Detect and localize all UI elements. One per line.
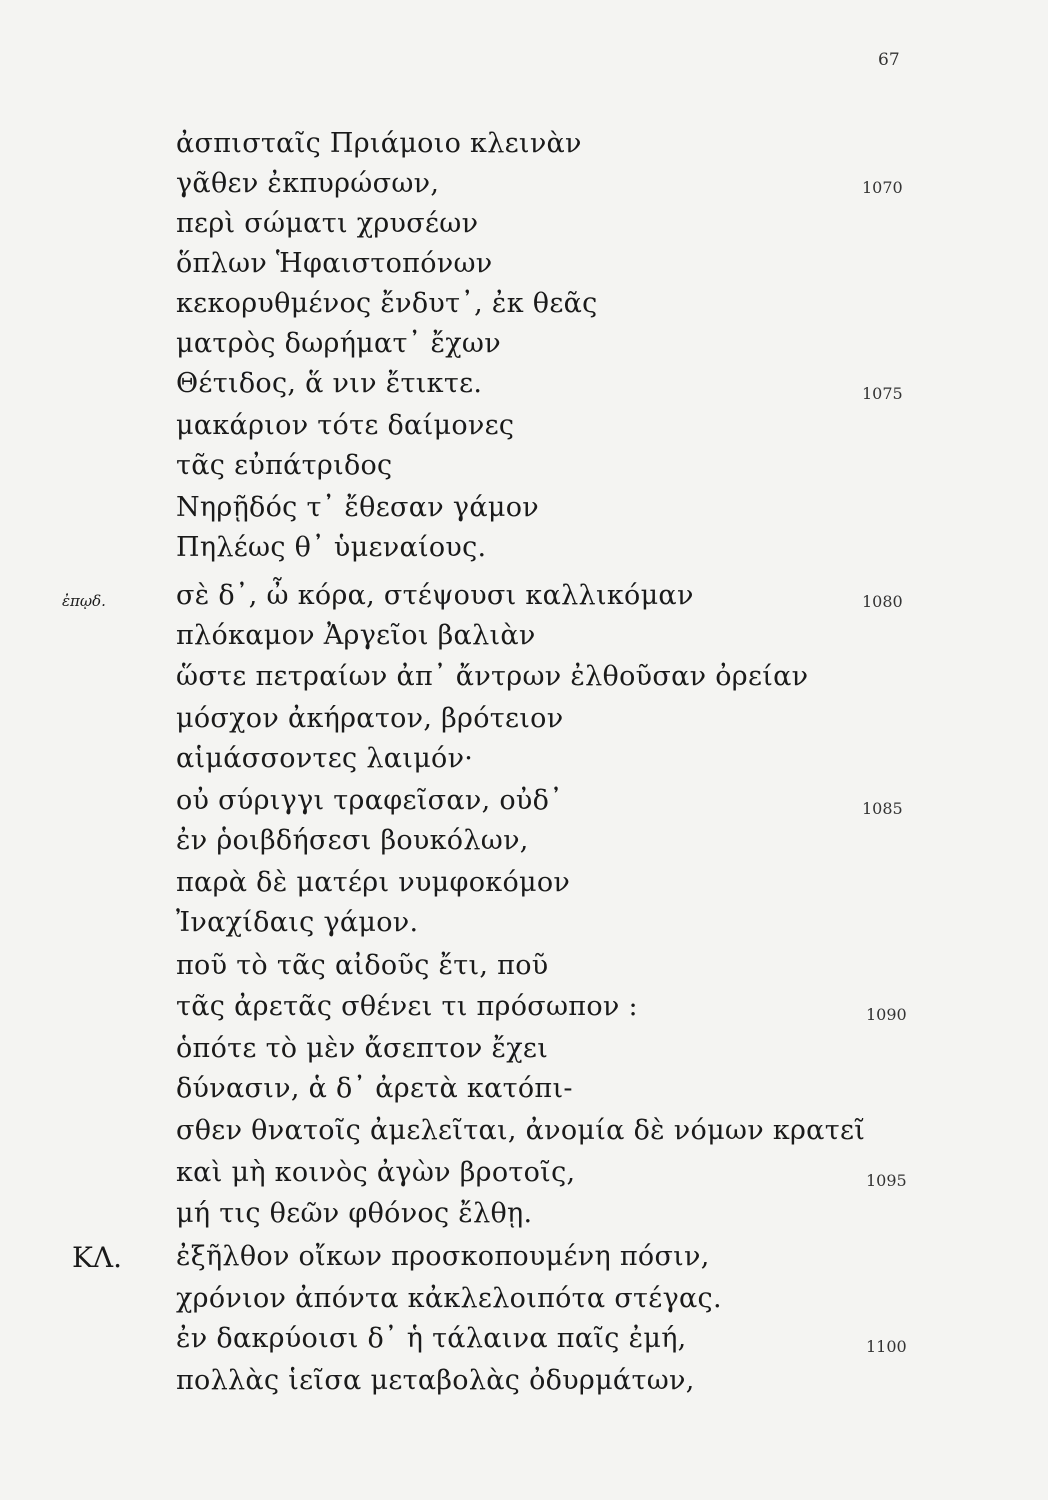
line-number: 1090 [866, 1005, 907, 1024]
verse-line: τᾶς εὐπάτριδος [176, 450, 393, 481]
verse-line: τᾶς ἀρετᾶς σθένει τι πρόσωπον : [176, 991, 638, 1022]
page-number: 67 [878, 50, 900, 70]
line-number: 1075 [862, 384, 903, 403]
verse-line: αἱμάσσοντες λαιμόν· [176, 743, 474, 774]
verse-line: ὥστε πετραίων ἀπ᾽ ἄντρων ἐλθοῦσαν ὀρείαν [176, 661, 809, 692]
verse-line: Νηρῇδός τ᾽ ἔθεσαν γάμον [176, 492, 539, 523]
verse-line: ἐν δακρύοισι δ᾽ ἡ τάλαινα παῖς ἐμή, [176, 1323, 687, 1354]
verse-line: μόσχον ἀκήρατον, βρότειον [176, 703, 564, 734]
section-label: ἐπῳδ. [62, 592, 106, 610]
verse-line: σθεν θνατοῖς ἀμελεῖται, ἀνομία δὲ νόμων κρατεῖ [176, 1115, 866, 1146]
line-number: 1070 [862, 178, 903, 197]
verse-line: παρὰ δὲ ματέρι νυμφοκόμον [176, 867, 571, 898]
verse-line: μή τις θεῶν φθόνος ἔλθῃ. [176, 1198, 533, 1229]
verse-line: πλόκαμον Ἀργεῖοι βαλιὰν [176, 620, 536, 651]
verse-line: δύνασιν, ἁ δ᾽ ἀρετὰ κατόπι- [176, 1073, 573, 1104]
speaker-label: ΚΛ. [72, 1241, 123, 1274]
verse-line: περὶ σώματι χρυσέων [176, 208, 479, 239]
verse-line: Ἰναχίδαις γάμον. [176, 907, 419, 938]
verse-line: Θέτιδος, ἅ νιν ἔτικτε. [176, 368, 483, 399]
line-number: 1100 [866, 1337, 907, 1356]
verse-line: ἐν ῥοιβδήσεσι βουκόλων, [176, 825, 529, 856]
verse-line: γᾶθεν ἐκπυρώσων, [176, 168, 440, 199]
verse-line: ἀσπισταῖς Πριάμοιο κλεινὰν [176, 128, 582, 159]
verse-line: πολλὰς ἱεῖσα μεταβολὰς ὀδυρμάτων, [176, 1365, 695, 1396]
verse-line: Πηλέως θ᾽ ὑμεναίους. [176, 532, 487, 563]
verse-line: ποῦ τὸ τᾶς αἰδοῦς ἔτι, ποῦ [176, 950, 549, 981]
verse-line: ὁπότε τὸ μὲν ἄσεπτον ἔχει [176, 1033, 549, 1064]
verse-line: καὶ μὴ κοινὸς ἀγὼν βροτοῖς, [176, 1157, 576, 1188]
line-number: 1085 [862, 799, 903, 818]
verse-line: ἐξῆλθον οἴκων προσκοπουμένη πόσιν, [176, 1241, 710, 1272]
verse-line: οὐ σύριγγι τραφεῖσαν, οὐδ᾽ [176, 785, 563, 816]
line-number: 1080 [862, 592, 903, 611]
verse-line: κεκορυθμένος ἔνδυτ᾽, ἐκ θεᾶς [176, 288, 598, 319]
line-number: 1095 [866, 1171, 907, 1190]
verse-line: ματρὸς δωρήματ᾽ ἔχων [176, 328, 501, 359]
verse-line: σὲ δ᾽, ὦ κόρα, στέψουσι καλλικόμαν [176, 580, 694, 611]
verse-line: ὅπλων Ἡφαιστοπόνων [176, 248, 493, 279]
verse-line: χρόνιον ἀπόντα κἀκλελοιπότα στέγας. [176, 1283, 722, 1314]
verse-line: μακάριον τότε δαίμονες [176, 410, 515, 441]
